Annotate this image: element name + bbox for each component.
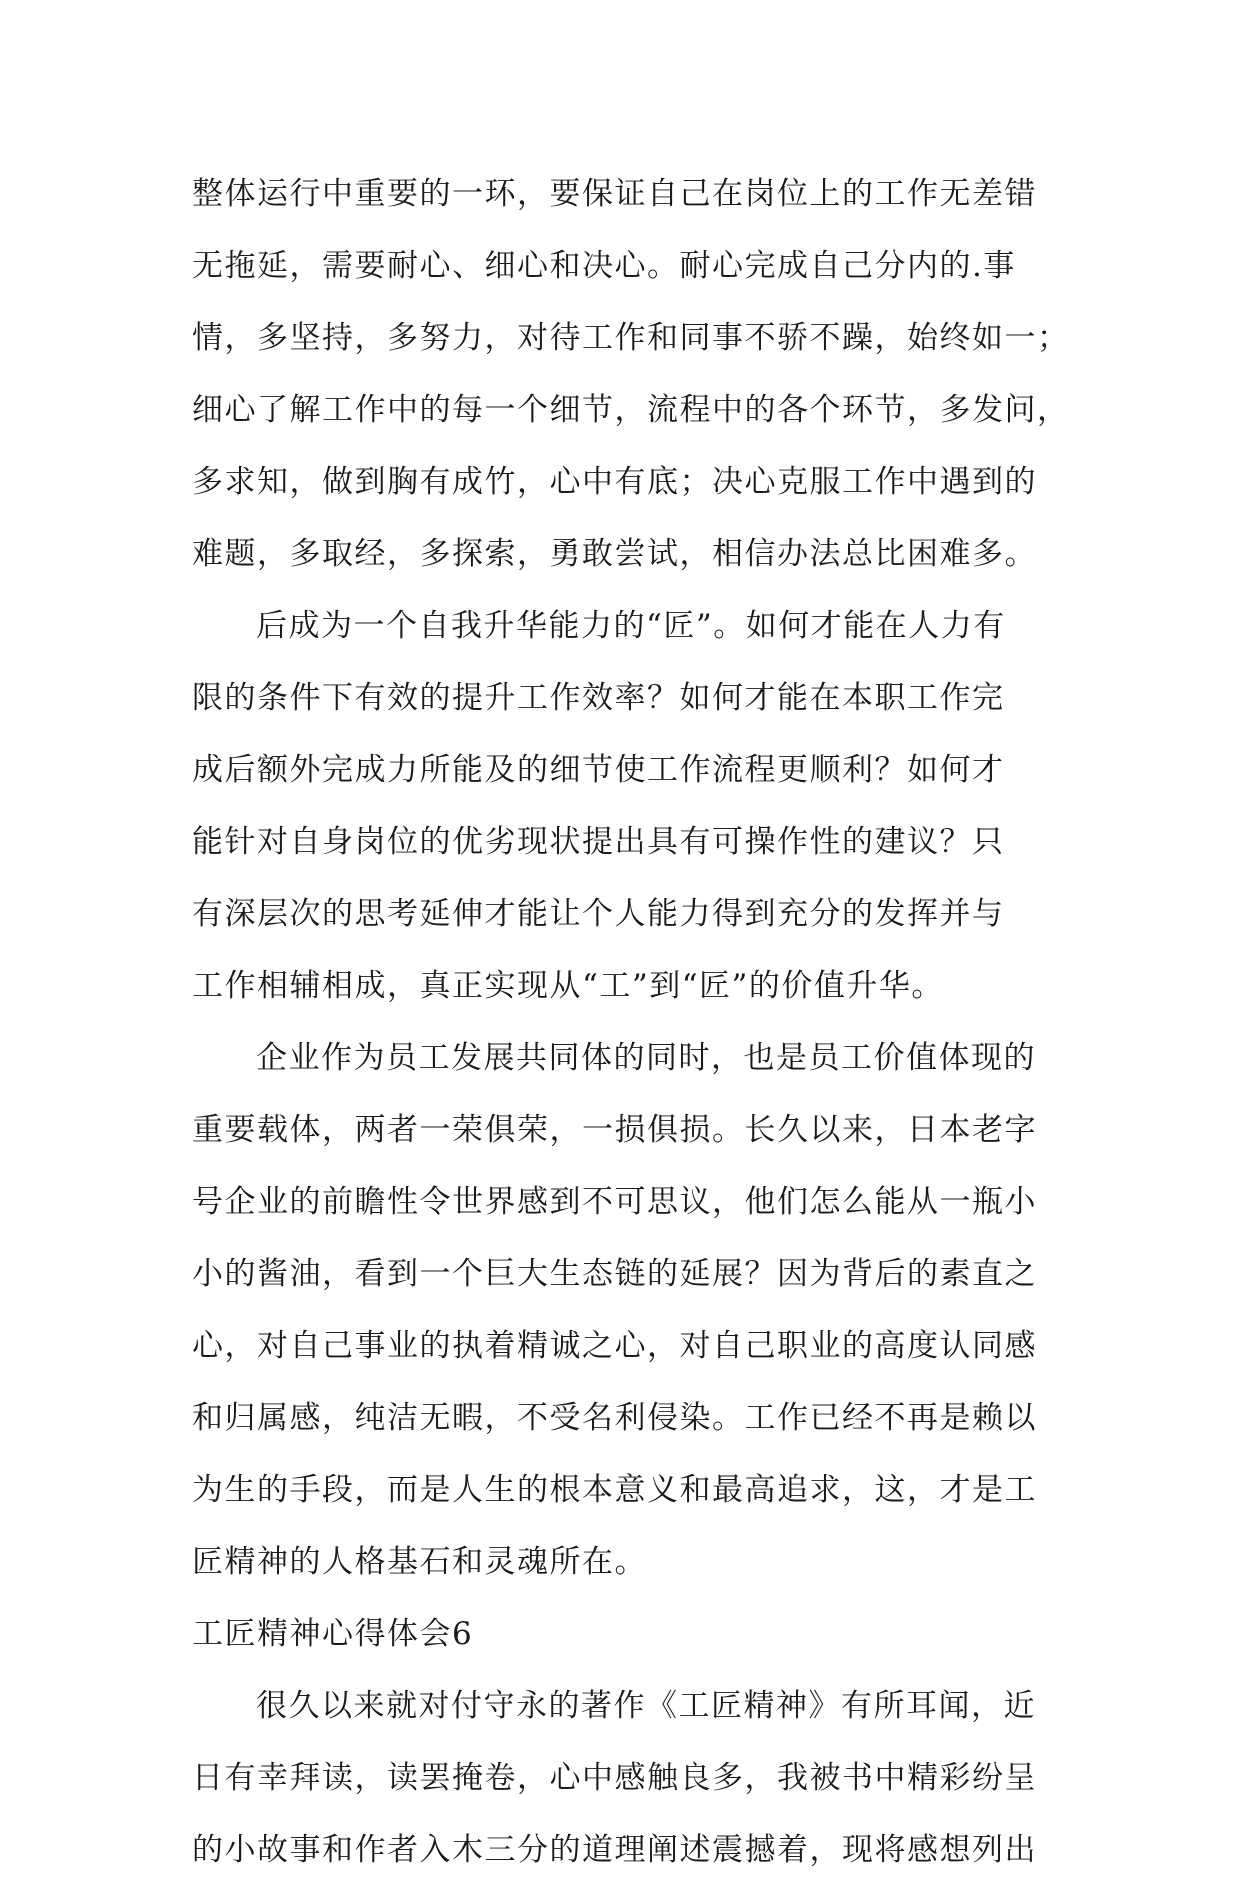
paragraph-line: 的小故事和作者入木三分的道理阐述震撼着，现将感想列出 xyxy=(192,1832,1037,1868)
paragraph-line: 匠精神的人格基石和灵魂所在。 xyxy=(192,1544,647,1580)
paragraph-line: 后成为一个自我升华能力的“匠”。如何才能在人力有 xyxy=(256,608,1006,644)
paragraph-line: 日有幸拜读，读罢掩卷，心中感触良多，我被书中精彩纷呈 xyxy=(192,1760,1037,1796)
section-heading: 工匠精神心得体会6 xyxy=(192,1616,474,1652)
paragraph-line: 限的条件下有效的提升工作效率？如何才能在本职工作完 xyxy=(192,680,1005,716)
paragraph-line: 细心了解工作中的每一个细节，流程中的各个环节，多发问， xyxy=(192,392,1070,428)
paragraph-line: 工作相辅相成，真正实现从“工”到“匠”的价值升华。 xyxy=(192,968,944,1004)
paragraph-line: 情，多坚持，多努力，对待工作和同事不骄不躁，始终如一； xyxy=(192,320,1070,356)
paragraph-line: 有深层次的思考延伸才能让个人能力得到充分的发挥并与 xyxy=(192,896,1005,932)
paragraph-line: 难题，多取经，多探索，勇敢尝试，相信办法总比困难多。 xyxy=(192,536,1037,572)
paragraph-line: 多求知，做到胸有成竹，心中有底；决心克服工作中遇到的 xyxy=(192,464,1037,500)
document-body xyxy=(192,158,1070,1886)
paragraph-line: 号企业的前瞻性令世界感到不可思议，他们怎么能从一瓶小 xyxy=(192,1184,1037,1220)
paragraph-line: 心，对自己事业的执着精诚之心，对自己职业的高度认同感 xyxy=(192,1328,1037,1364)
paragraph-line: 整体运行中重要的一环，要保证自己在岗位上的工作无差错 xyxy=(192,176,1037,212)
paragraph-line: 企业作为员工发展共同体的同时，也是员工价值体现的 xyxy=(256,1040,1036,1076)
paragraph-line: 为生的手段，而是人生的根本意义和最高追求，这，才是工 xyxy=(192,1472,1037,1508)
paragraph-line: 成后额外完成力所能及的细节使工作流程更顺利？如何才 xyxy=(192,752,1005,788)
paragraph-line: 无拖延，需要耐心、细心和决心。耐心完成自己分内的.事 xyxy=(192,248,1016,284)
paragraph-line: 和归属感，纯洁无暇，不受名利侵染。工作已经不再是赖以 xyxy=(192,1400,1037,1436)
paragraph-line: 能针对自身岗位的优劣现状提出具有可操作性的建议？只 xyxy=(192,824,1005,860)
paragraph-line: 重要载体，两者一荣俱荣，一损俱损。长久以来，日本老字 xyxy=(192,1112,1037,1148)
paragraph-line: 小的酱油，看到一个巨大生态链的延展？因为背后的素直之 xyxy=(192,1256,1037,1292)
paragraph-line: 很久以来就对付守永的著作《工匠精神》有所耳闻，近 xyxy=(256,1688,1036,1724)
